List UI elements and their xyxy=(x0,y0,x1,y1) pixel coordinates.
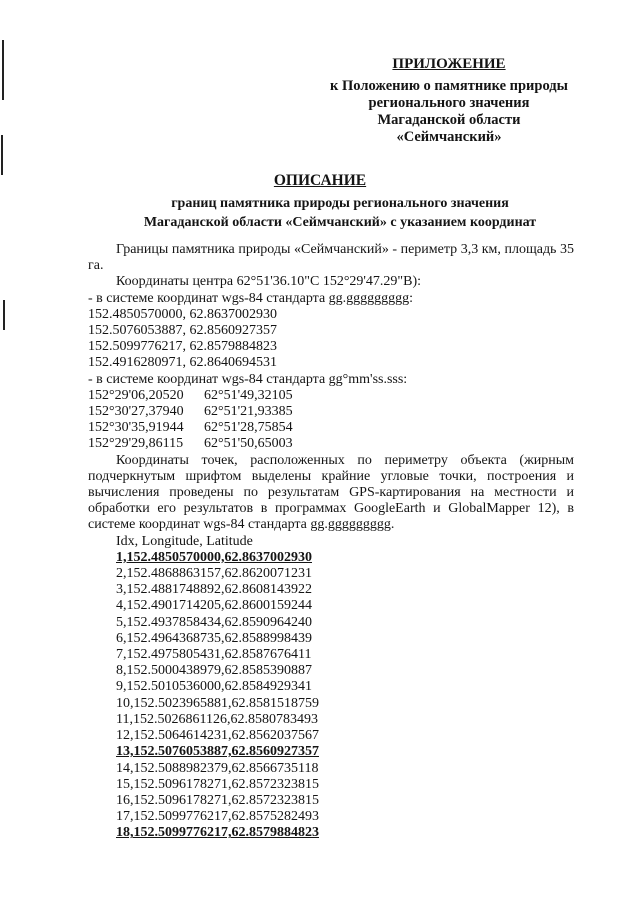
points-table-header: Idx, Longitude, Latitude xyxy=(116,533,253,549)
dms-coord-row xyxy=(88,436,574,452)
appendix-block xyxy=(318,56,580,146)
point-row: 14,152.5088982379,62.8566735118 xyxy=(116,760,319,776)
point-row: 12,152.5064614231,62.8562037567 xyxy=(116,728,319,744)
subtitle-line: границ памятника природы регионального значения xyxy=(171,196,509,211)
appendix-header: ПРИЛОЖЕНИЕ xyxy=(392,56,506,72)
point-row: 11,152.5026861126,62.8580783493 xyxy=(116,711,318,727)
scan-edge-mark xyxy=(3,300,5,330)
dms-longitude: 152°29'29,86115 xyxy=(88,436,184,452)
dms-coords-list xyxy=(88,388,574,453)
center-coordinates: Координаты центра 62°51'36.10"С 152°29'47.29"В): xyxy=(116,274,422,290)
point-row: 7,152.4975805431,62.8587676411 xyxy=(116,647,312,663)
corner-point-row: 13,152.5076053887,62.8560927357 xyxy=(116,744,319,760)
decimal-coord: 152.5099776217, 62.8579884823 xyxy=(88,339,277,355)
dms-latitude: 62°51'49,32105 xyxy=(204,387,293,403)
appendix-line: регионального значения xyxy=(368,95,530,111)
document-body xyxy=(88,242,574,842)
appendix-line: Магаданской области xyxy=(377,112,521,128)
dms-longitude: 152°30'35,91944 xyxy=(88,420,184,436)
dms-latitude: 62°51'28,75854 xyxy=(204,420,293,436)
dms-longitude: 152°29'06,20520 xyxy=(88,387,184,403)
decimal-coord: 152.4916280971, 62.8640694531 xyxy=(88,355,277,371)
subtitle-line: Магаданской области «Сеймчанский» с указанием координат xyxy=(143,215,537,230)
point-row: 8,152.5000438979,62.8585390887 xyxy=(116,663,312,679)
decimal-coord: 152.5076053887, 62.8560927357 xyxy=(88,323,277,339)
point-row: 4,152.4901714205,62.8600159244 xyxy=(116,598,312,614)
point-row: 15,152.5096178271,62.8572323815 xyxy=(116,776,319,792)
point-row: 10,152.5023965881,62.8581518759 xyxy=(116,695,319,711)
point-row: 16,152.5096178271,62.8572323815 xyxy=(116,792,319,808)
dms-latitude: 62°51'50,65003 xyxy=(204,436,293,452)
document-subtitle xyxy=(90,194,590,232)
decimal-coord: 152.4850570000, 62.8637002930 xyxy=(88,306,277,322)
scan-edge-mark xyxy=(2,40,4,100)
intro-paragraph: Границы памятника природы «Сеймчанский» - периметр 3,3 км, площадь 35 га. xyxy=(88,242,574,274)
appendix-line: «Сеймчанский» xyxy=(396,129,502,145)
dms-longitude: 152°30'27,37940 xyxy=(88,404,184,420)
scan-edge-mark xyxy=(1,135,3,175)
dms-coord-row xyxy=(88,388,574,404)
dms-coord-row xyxy=(88,420,574,436)
point-row: 3,152.4881748892,62.8608143922 xyxy=(116,582,312,598)
point-row: 17,152.5099776217,62.8575282493 xyxy=(116,809,319,825)
dms-latitude: 62°51'21,93385 xyxy=(204,404,293,420)
decimal-coords-list xyxy=(88,307,574,372)
point-row: 2,152.4868863157,62.8620071231 xyxy=(116,566,312,582)
appendix-line: к Положению о памятнике природы xyxy=(330,78,568,94)
perimeter-paragraph: Координаты точек, расположенных по периметру объекта (жирным подчеркнутым шрифтом выделены крайние угловые точки, построения и вычисления проведены по результатам GPS-картирования на местности и обработки его результатов в программах GoogleEarth и GlobalMapper 12), в системе координат wgs-84 стандарта gg.ggggggggg. xyxy=(88,452,574,533)
dms-system-label: - в системе координат wgs-84 стандарта gg°mm'ss.sss: xyxy=(88,371,408,387)
point-row: 6,152.4964368735,62.8588998439 xyxy=(116,630,312,646)
point-row: 5,152.4937858434,62.8590964240 xyxy=(116,614,312,630)
point-row: 9,152.5010536000,62.8584929341 xyxy=(116,679,312,695)
corner-point-row: 18,152.5099776217,62.8579884823 xyxy=(116,825,319,841)
decimal-system-label: - в системе координат wgs-84 стандарта gg.ggggggggg: xyxy=(88,290,414,306)
points-list xyxy=(88,550,574,842)
corner-point-row: 1,152.4850570000,62.8637002930 xyxy=(116,549,312,565)
dms-coord-row xyxy=(88,404,574,420)
document-title: ОПИСАНИЕ xyxy=(273,172,367,189)
